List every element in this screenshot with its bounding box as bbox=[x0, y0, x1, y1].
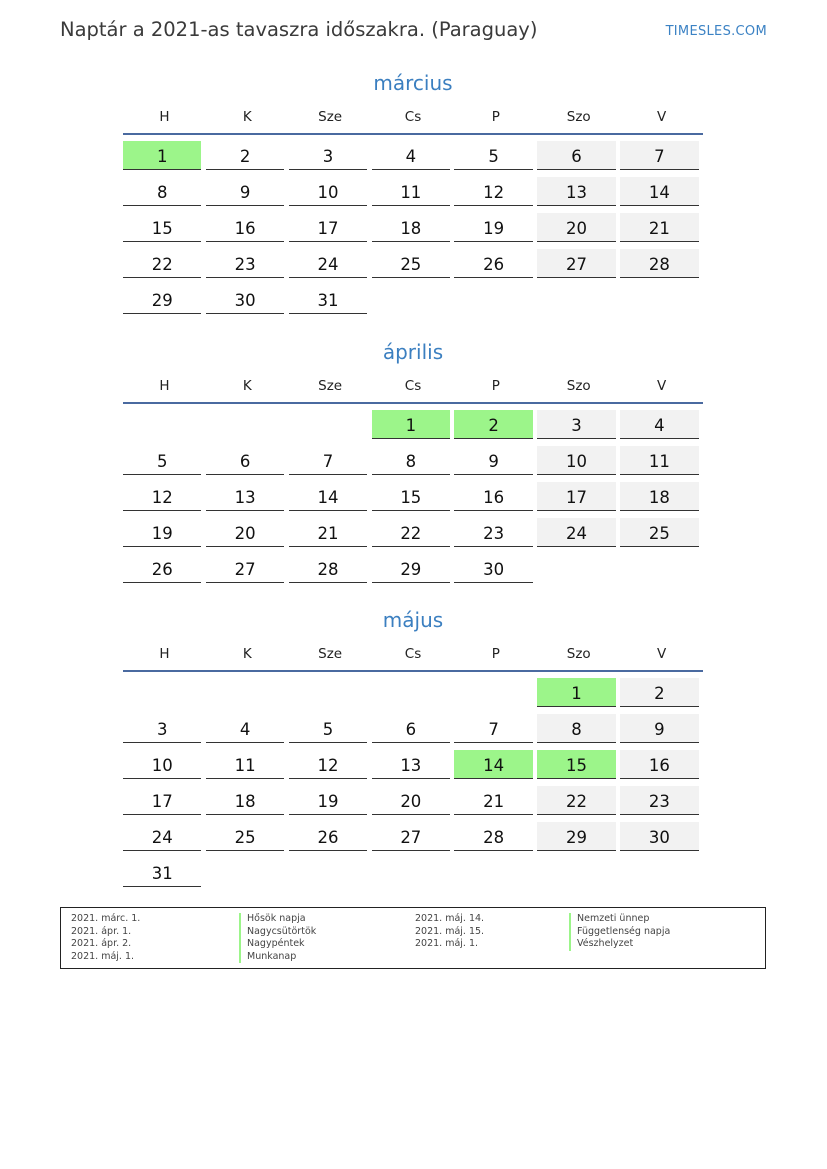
day-cell: 3 bbox=[123, 714, 201, 743]
week-row bbox=[123, 212, 703, 248]
day-cell: 27 bbox=[537, 249, 615, 278]
empty-day-cell bbox=[206, 678, 284, 707]
legend-holiday-name: Nemzeti ünnep bbox=[569, 913, 670, 926]
empty-day-cell bbox=[123, 410, 201, 439]
legend-holiday-name: Nagypéntek bbox=[239, 938, 316, 951]
weekday-label: V bbox=[656, 377, 667, 394]
week-row bbox=[123, 677, 703, 713]
day-cell: 30 bbox=[454, 554, 532, 583]
day-cell: 17 bbox=[123, 786, 201, 815]
day-cell: 11 bbox=[206, 750, 284, 779]
day-cell: 18 bbox=[620, 482, 698, 511]
day-cell: 4 bbox=[372, 141, 450, 170]
weekday-label: K bbox=[242, 108, 252, 125]
weekday-label: K bbox=[242, 377, 252, 394]
day-cell: 7 bbox=[289, 446, 367, 475]
day-cell: 19 bbox=[454, 213, 532, 242]
day-cell: 15 bbox=[537, 750, 615, 779]
month-title: március bbox=[373, 71, 453, 95]
day-cell: 20 bbox=[206, 518, 284, 547]
empty-day-cell bbox=[454, 858, 532, 887]
week-row bbox=[123, 517, 703, 553]
day-cell: 29 bbox=[537, 822, 615, 851]
day-cell: 2 bbox=[206, 141, 284, 170]
day-cell: 25 bbox=[372, 249, 450, 278]
weekday-label: H bbox=[159, 377, 170, 394]
day-cell: 15 bbox=[123, 213, 201, 242]
month-title: április bbox=[382, 340, 444, 364]
day-cell: 26 bbox=[123, 554, 201, 583]
empty-day-cell bbox=[372, 678, 450, 707]
day-cell: 4 bbox=[620, 410, 698, 439]
day-cell: 13 bbox=[206, 482, 284, 511]
legend-holiday-name: Nagycsütörtök bbox=[239, 926, 316, 939]
weekday-label: Szo bbox=[566, 645, 591, 662]
day-cell: 26 bbox=[289, 822, 367, 851]
legend-dates-left bbox=[71, 913, 140, 963]
day-cell: 28 bbox=[289, 554, 367, 583]
day-cell: 26 bbox=[454, 249, 532, 278]
day-cell: 21 bbox=[620, 213, 698, 242]
day-cell: 20 bbox=[372, 786, 450, 815]
weekday-label: Sze bbox=[318, 108, 343, 125]
day-cell: 27 bbox=[372, 822, 450, 851]
day-cell: 12 bbox=[454, 177, 532, 206]
day-cell: 29 bbox=[372, 554, 450, 583]
holiday-legend bbox=[60, 907, 766, 969]
weekday-label: H bbox=[159, 108, 170, 125]
weekday-header bbox=[123, 373, 703, 404]
week-row bbox=[123, 284, 703, 320]
legend-date: 2021. máj. 1. bbox=[71, 950, 135, 962]
day-cell: 23 bbox=[620, 786, 698, 815]
day-cell: 17 bbox=[537, 482, 615, 511]
day-cell: 31 bbox=[289, 285, 367, 314]
week-row bbox=[123, 176, 703, 212]
day-cell: 11 bbox=[372, 177, 450, 206]
day-cell: 27 bbox=[206, 554, 284, 583]
empty-day-cell bbox=[537, 858, 615, 887]
empty-day-cell bbox=[620, 858, 698, 887]
day-cell: 14 bbox=[289, 482, 367, 511]
day-cell: 7 bbox=[620, 141, 698, 170]
legend-names-left bbox=[239, 913, 316, 963]
empty-day-cell bbox=[537, 554, 615, 583]
empty-day-cell bbox=[620, 554, 698, 583]
weekday-label: Szo bbox=[566, 377, 591, 394]
weekday-label: Cs bbox=[404, 645, 422, 662]
weekday-label: Cs bbox=[404, 377, 422, 394]
legend-holiday-name: Vészhelyzet bbox=[569, 938, 670, 951]
empty-day-cell bbox=[289, 410, 367, 439]
weekday-label: P bbox=[491, 377, 500, 394]
legend-dates-right bbox=[415, 913, 484, 951]
day-cell: 24 bbox=[289, 249, 367, 278]
day-cell: 3 bbox=[289, 141, 367, 170]
legend-date: 2021. máj. 15. bbox=[415, 925, 485, 937]
legend-names-right bbox=[569, 913, 670, 951]
weekday-header bbox=[123, 641, 703, 672]
day-cell: 18 bbox=[372, 213, 450, 242]
day-cell: 2 bbox=[454, 410, 532, 439]
week-row bbox=[123, 481, 703, 517]
empty-day-cell bbox=[372, 285, 450, 314]
month-calendar bbox=[123, 68, 703, 320]
day-cell: 12 bbox=[123, 482, 201, 511]
weekday-label: K bbox=[242, 645, 252, 662]
day-cell: 28 bbox=[454, 822, 532, 851]
day-cell: 18 bbox=[206, 786, 284, 815]
legend-holiday-name: Függetlenség napja bbox=[569, 926, 670, 939]
month-title: május bbox=[382, 608, 444, 632]
legend-date: 2021. márc. 1. bbox=[71, 913, 141, 924]
weekday-label: P bbox=[491, 645, 500, 662]
day-cell: 25 bbox=[206, 822, 284, 851]
day-cell: 23 bbox=[206, 249, 284, 278]
day-cell: 25 bbox=[620, 518, 698, 547]
day-cell: 12 bbox=[289, 750, 367, 779]
day-cell: 6 bbox=[206, 446, 284, 475]
weekday-label: V bbox=[656, 108, 667, 125]
month-calendar bbox=[123, 605, 703, 893]
day-cell: 10 bbox=[289, 177, 367, 206]
weekday-label: Sze bbox=[318, 645, 343, 662]
day-cell: 22 bbox=[123, 249, 201, 278]
weekday-label: H bbox=[159, 645, 170, 662]
day-cell: 3 bbox=[537, 410, 615, 439]
day-cell: 24 bbox=[123, 822, 201, 851]
day-cell: 16 bbox=[206, 213, 284, 242]
day-cell: 23 bbox=[454, 518, 532, 547]
empty-day-cell bbox=[454, 285, 532, 314]
day-cell: 31 bbox=[123, 858, 201, 887]
day-cell: 22 bbox=[372, 518, 450, 547]
day-cell: 5 bbox=[289, 714, 367, 743]
weekday-label: Cs bbox=[404, 108, 422, 125]
week-row bbox=[123, 785, 703, 821]
day-cell: 19 bbox=[289, 786, 367, 815]
day-cell: 9 bbox=[620, 714, 698, 743]
day-cell: 21 bbox=[454, 786, 532, 815]
day-cell: 29 bbox=[123, 285, 201, 314]
day-cell: 8 bbox=[537, 714, 615, 743]
day-cell: 9 bbox=[206, 177, 284, 206]
day-cell: 11 bbox=[620, 446, 698, 475]
day-cell: 13 bbox=[537, 177, 615, 206]
day-cell: 14 bbox=[454, 750, 532, 779]
day-cell: 6 bbox=[372, 714, 450, 743]
legend-holiday-name: Hősök napja bbox=[239, 913, 316, 926]
day-cell: 30 bbox=[620, 822, 698, 851]
day-cell: 5 bbox=[123, 446, 201, 475]
legend-date: 2021. ápr. 2. bbox=[71, 938, 132, 950]
day-cell: 8 bbox=[372, 446, 450, 475]
legend-date: 2021. ápr. 1. bbox=[71, 925, 132, 937]
week-row bbox=[123, 409, 703, 445]
day-cell: 10 bbox=[537, 446, 615, 475]
week-row bbox=[123, 140, 703, 176]
day-cell: 20 bbox=[537, 213, 615, 242]
weekday-label: Szo bbox=[566, 108, 591, 125]
empty-day-cell bbox=[537, 285, 615, 314]
week-grid bbox=[123, 140, 703, 320]
weekday-label: P bbox=[491, 108, 500, 125]
month-calendar bbox=[123, 337, 703, 589]
day-cell: 16 bbox=[620, 750, 698, 779]
day-cell: 1 bbox=[537, 678, 615, 707]
day-cell: 28 bbox=[620, 249, 698, 278]
week-row bbox=[123, 445, 703, 481]
empty-day-cell bbox=[123, 678, 201, 707]
day-cell: 8 bbox=[123, 177, 201, 206]
day-cell: 7 bbox=[454, 714, 532, 743]
day-cell: 5 bbox=[454, 141, 532, 170]
day-cell: 4 bbox=[206, 714, 284, 743]
empty-day-cell bbox=[289, 678, 367, 707]
day-cell: 14 bbox=[620, 177, 698, 206]
site-link[interactable]: TIMESLES.COM bbox=[665, 24, 767, 39]
empty-day-cell bbox=[206, 410, 284, 439]
day-cell: 1 bbox=[123, 141, 201, 170]
day-cell: 16 bbox=[454, 482, 532, 511]
day-cell: 15 bbox=[372, 482, 450, 511]
legend-holiday-name: Munkanap bbox=[239, 951, 316, 964]
day-cell: 30 bbox=[206, 285, 284, 314]
day-cell: 24 bbox=[537, 518, 615, 547]
weekday-label: V bbox=[656, 645, 667, 662]
day-cell: 9 bbox=[454, 446, 532, 475]
empty-day-cell bbox=[206, 858, 284, 887]
day-cell: 13 bbox=[372, 750, 450, 779]
legend-date: 2021. máj. 1. bbox=[415, 938, 479, 950]
empty-day-cell bbox=[454, 678, 532, 707]
week-row bbox=[123, 713, 703, 749]
day-cell: 21 bbox=[289, 518, 367, 547]
week-grid bbox=[123, 677, 703, 893]
page-title: Naptár a 2021-as tavaszra időszakra. (Paraguay) bbox=[60, 18, 538, 41]
day-cell: 6 bbox=[537, 141, 615, 170]
weekday-header bbox=[123, 104, 703, 135]
week-row bbox=[123, 248, 703, 284]
day-cell: 2 bbox=[620, 678, 698, 707]
day-cell: 1 bbox=[372, 410, 450, 439]
day-cell: 22 bbox=[537, 786, 615, 815]
week-row bbox=[123, 821, 703, 857]
weekday-label: Sze bbox=[318, 377, 343, 394]
week-row bbox=[123, 553, 703, 589]
day-cell: 19 bbox=[123, 518, 201, 547]
empty-day-cell bbox=[289, 858, 367, 887]
day-cell: 10 bbox=[123, 750, 201, 779]
week-row bbox=[123, 749, 703, 785]
empty-day-cell bbox=[620, 285, 698, 314]
empty-day-cell bbox=[372, 858, 450, 887]
week-grid bbox=[123, 409, 703, 589]
day-cell: 17 bbox=[289, 213, 367, 242]
week-row bbox=[123, 857, 703, 893]
legend-date: 2021. máj. 14. bbox=[415, 913, 485, 924]
